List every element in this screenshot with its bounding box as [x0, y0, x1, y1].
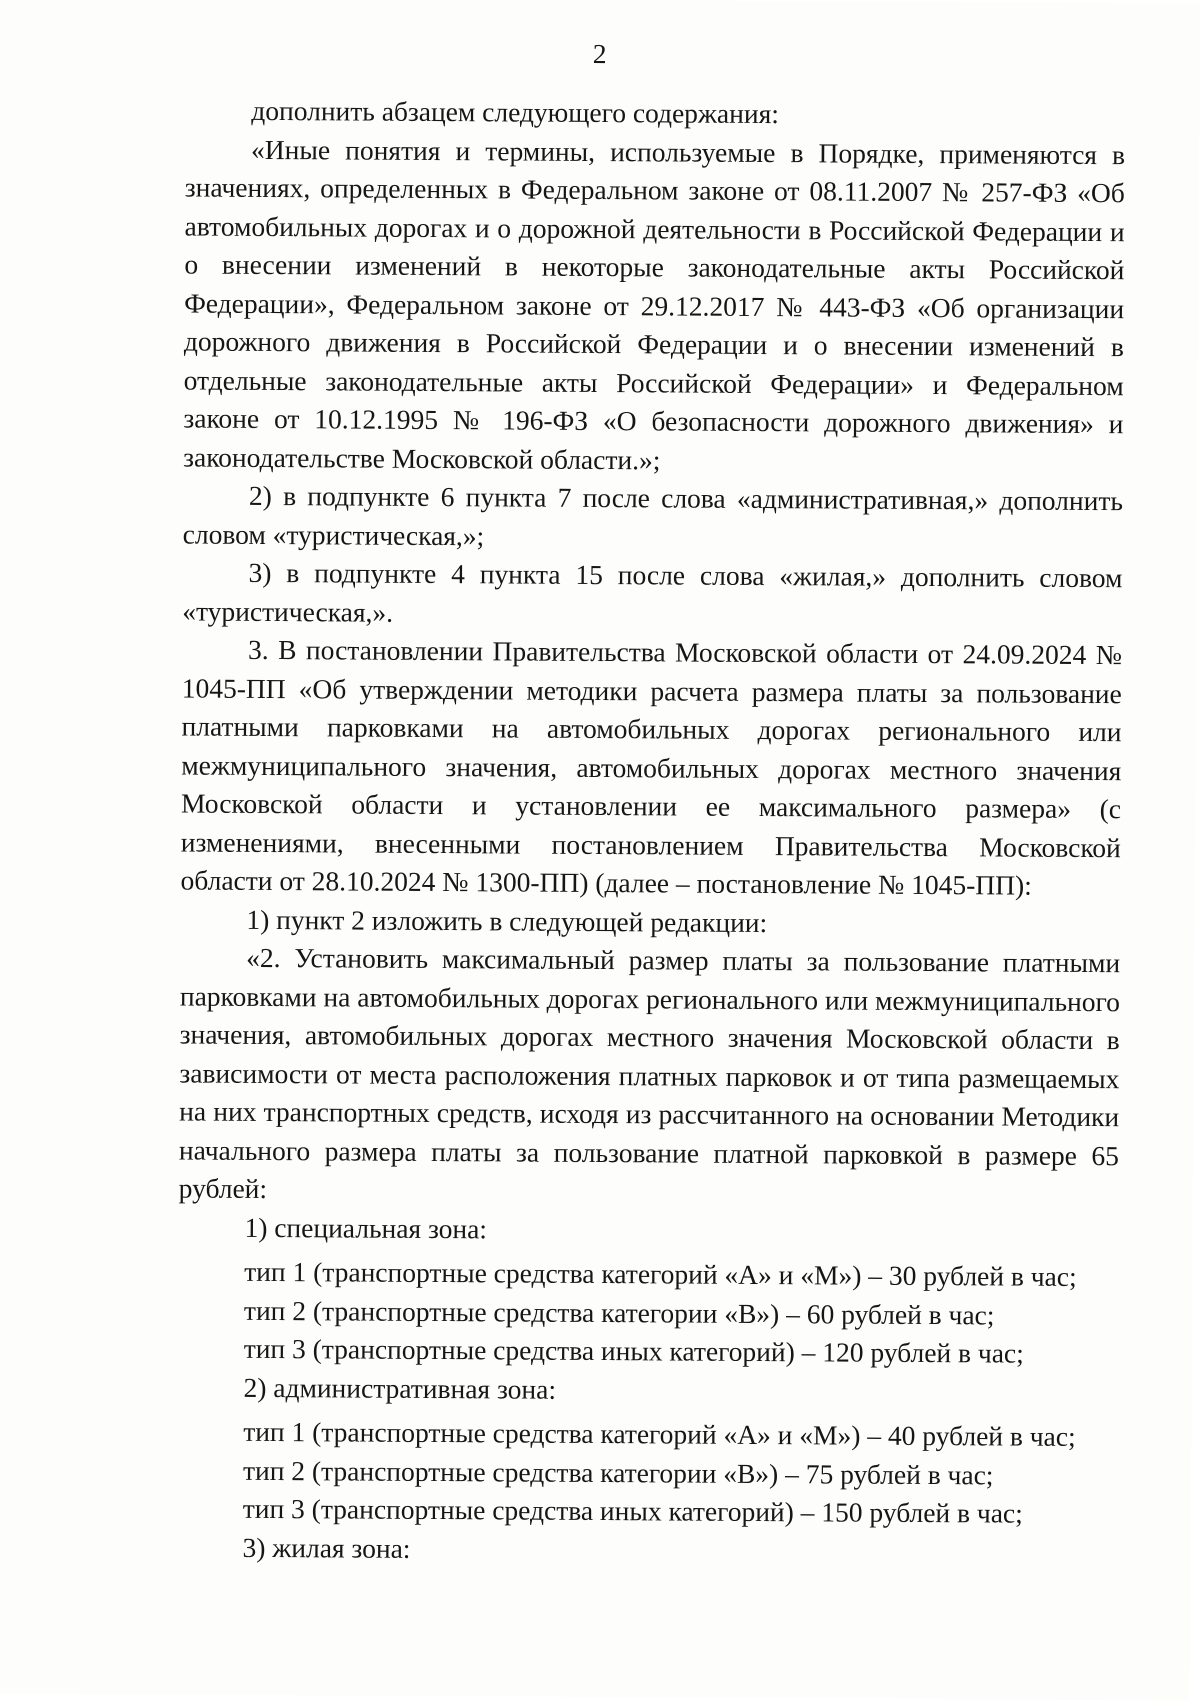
- paragraph: 3) в подпункте 4 пункта 15 после слова «жилая,» дополнить словом «туристическая,».: [182, 556, 1123, 628]
- list-item: 2) административная зона:: [243, 1371, 557, 1405]
- list-item: 1) специальная зона:: [244, 1211, 488, 1244]
- list-item: 3) жилая зона:: [242, 1531, 411, 1564]
- paragraph: 1) пункт 2 изложить в следующей редакции:: [246, 903, 768, 938]
- page-number: 2: [592, 37, 607, 70]
- list-item: тип 2 (транспортные средства категории «В») – 60 рублей в час;: [243, 1294, 995, 1330]
- paragraph: дополнить абзацем следующего содержания:: [251, 94, 780, 130]
- list-item: тип 3 (транспортные средства иных категорий) – 120 рублей в час;: [243, 1332, 1024, 1369]
- fee-list: [176, 1208, 1118, 1572]
- paragraph: «Иные понятия и термины, используемые в Порядке, применяются в значениях, определенных в Федеральном законе от 08.11.2007 № 257-ФЗ «Об автомобильных дорогах и о дорожной деятельности в Российской Федерации и о внесении изменений в некоторые законодательные акты Российской Федерации», Федеральном законе от 29.12.2017 № 443-ФЗ «Об организации дорожного движения в Российской Федерации и о внесении изменений в отдельные законодательные акты Российской Федерации» и Федеральном законе от 10.12.1995 № 196-ФЗ «О безопасности дорожного движения» и законодательстве Московской области.»;: [183, 133, 1126, 475]
- paragraph: 2) в подпункте 6 пункта 7 после слова «административная,» дополнить словом «туристическая,»;: [182, 479, 1124, 551]
- list-item: тип 1 (транспортные средства категорий «А» и «М») – 40 рублей в час;: [243, 1415, 1076, 1452]
- paragraph: 3. В постановлении Правительства Московской области от 24.09.2024 № 1045-ПП «Об утверждении методики расчета размера платы за пользование платными парковками на автомобильных дорогах регионального или межмуниципального значения, автомобильных дорогах местного значения Московской области и установлении ее максимального размера» (с изменениями, внесенными постановлением Правительства Московской области от 28.10.2024 № 1300-ПП) (далее – постановление № 1045-ПП):: [180, 633, 1123, 901]
- paragraph: «2. Установить максимальный размер платы за пользование платными парковками на автомобильных дорогах регионального или межмуниципального значения, автомобильных дорогах местного значения Московской области в зависимости от места расположения платных парковок и от типа размещаемых на них транспортных средств, исходя из рассчитанного на основании Методики начального размера платы за пользование платной парковкой в размере 65 рублей:: [178, 941, 1121, 1204]
- list-item: тип 1 (транспортные средства категорий «А» и «М») – 30 рублей в час;: [244, 1255, 1077, 1292]
- list-item: тип 2 (транспортные средства категории «В») – 75 рублей в час;: [242, 1454, 994, 1490]
- list-item: тип 3 (транспортные средства иных категорий) – 150 рублей в час;: [242, 1492, 1023, 1529]
- document-body: [176, 91, 1125, 1572]
